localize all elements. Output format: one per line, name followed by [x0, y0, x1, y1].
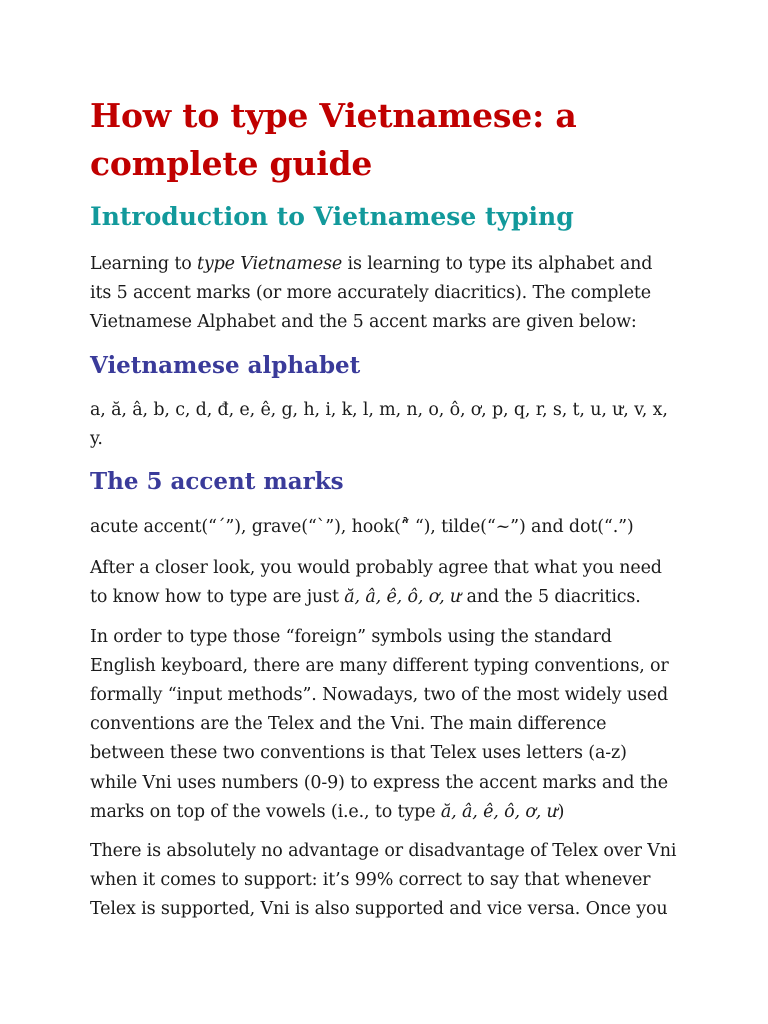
intro-heading: Introduction to Vietnamese typing — [90, 202, 574, 231]
input-methods-close: ) — [557, 801, 565, 822]
accent-marks-heading: The 5 accent marks — [90, 468, 344, 496]
input-methods-paragraph — [90, 623, 678, 827]
alphabet-heading: Vietnamese alphabet — [90, 351, 361, 379]
intro-paragraph — [90, 250, 678, 338]
alphabet-list: a, ă, â, b, c, d, đ, e, ê, g, h, i, k, l, m, n, o, ô, ơ, p, q, r, s, t, u, ư, v, x, y. — [90, 399, 668, 449]
input-methods-text: In order to type those “foreign” symbols using the standard English keyboard, there are many different typing conventions, or formally “input methods”. Nowadays, two of the most widely used conventions are the Telex and the Vni. The main difference between these two conventions is that Telex uses letters (a-z) while Vni uses numbers (0-9) to express the accent marks and the marks on top of the vowels (i.e., to type — [90, 626, 669, 822]
intro-text-end: is learning to type its alphabet and its 5 accent marks (or more accurately diacritics). The complete Vietnamese Alphabet and the 5 accent marks are given below: — [90, 254, 653, 333]
intro-text-start: Learning to — [90, 254, 198, 274]
accent-marks-list: acute accent(“´”), grave(“`”), hook(“̉ “), tilde(“~”) and dot(“.”) — [90, 517, 634, 538]
closer-look-paragraph — [90, 554, 678, 612]
support-paragraph: There is absolutely no advantage or disadvantage of Telex over Vni when it comes to support: it’s 99% correct to say that whenever Telex is supported, Vni is also supported and vice versa. Once you — [90, 841, 677, 920]
closer-text-start: After a closer look, you would probably agree that what you need to know how to type are just — [90, 558, 662, 608]
input-methods-vowels: ă, â, ê, ô, ơ, ư — [440, 801, 558, 822]
closer-vowels: ă, â, ê, ô, ơ, ư — [344, 587, 462, 608]
intro-emphasis: type Vietnamese — [197, 254, 343, 274]
page-title: How to type Vietnamese: a complete guide — [90, 96, 577, 183]
closer-text-end: and the 5 diacritics. — [461, 587, 641, 608]
